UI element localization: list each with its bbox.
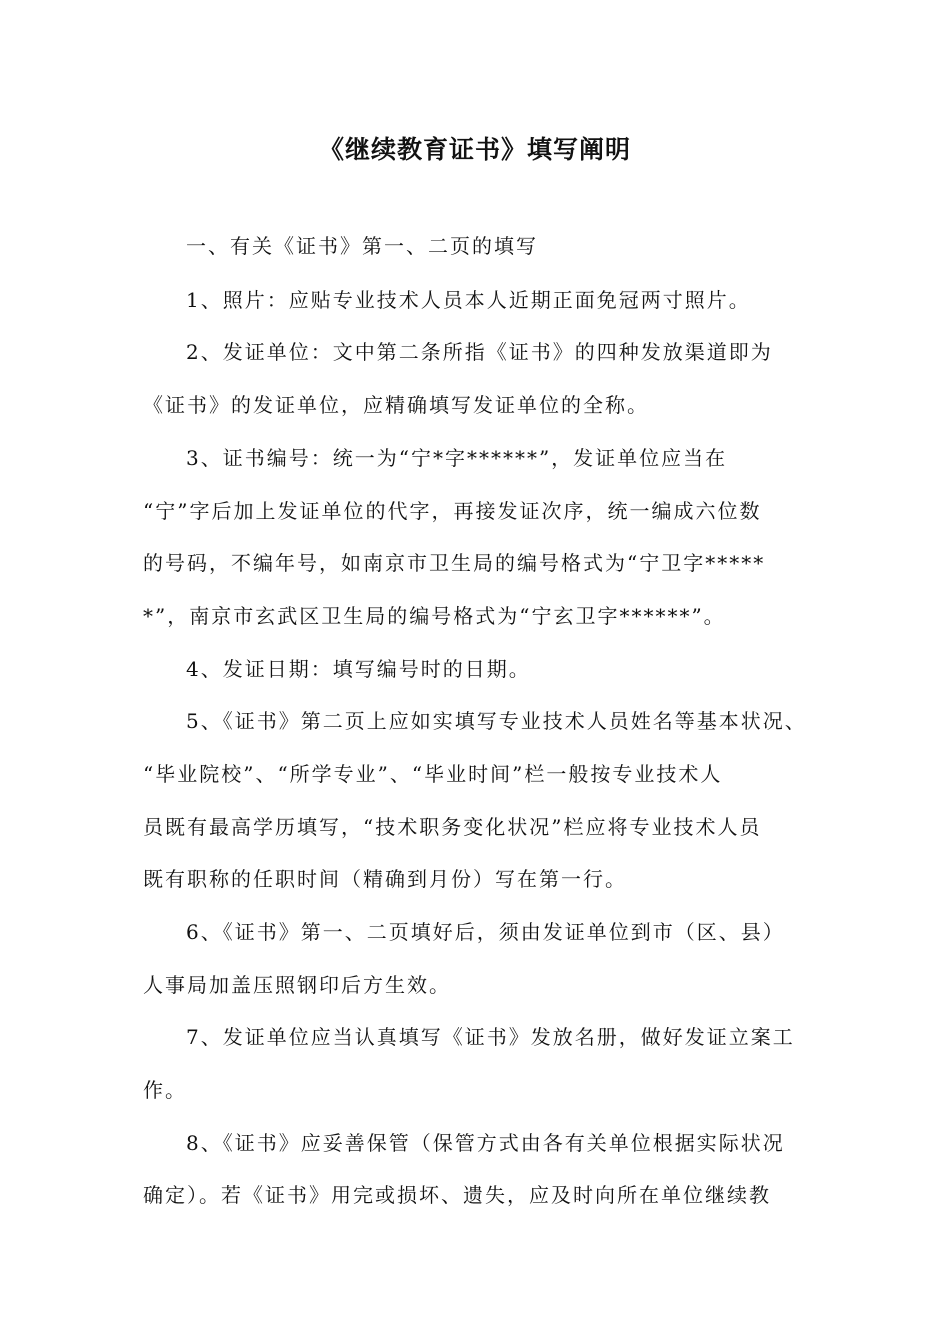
paragraph-line: 6、《证书》第一、二页填好后，须由发证单位到市（区、县）: [186, 920, 785, 944]
paragraph-line: 4、发证日期：填写编号时的日期。: [186, 657, 531, 681]
paragraph-line: 作。: [143, 1078, 187, 1102]
paragraph-line: 1、照片：应贴专业技术人员本人近期正面免冠两寸照片。: [186, 288, 751, 312]
paragraph-line: *”，南京市玄武区卫生局的编号格式为“宁玄卫字******”。: [143, 604, 726, 628]
paragraph-line: 3、证书编号：统一为“宁*字******”，发证单位应当在: [186, 446, 728, 470]
paragraph-line: 确定）。若《证书》用完或损坏、遗失，应及时向所在单位继续教: [143, 1183, 771, 1207]
paragraph-line: “宁”字后加上发证单位的代字，再接发证次序，统一编成六位数: [143, 499, 762, 523]
paragraph-line: “毕业院校”、“所学专业”、“毕业时间”栏一般按专业技术人: [143, 762, 723, 786]
paragraph-line: 的号码，不编年号，如南京市卫生局的编号格式为“宁卫字*****: [143, 551, 766, 575]
paragraph-line: 既有职称的任职时间（精确到月份）写在第一行。: [143, 867, 627, 891]
paragraph-line: 2、发证单位：文中第二条所指《证书》的四种发放渠道即为: [186, 340, 773, 364]
paragraph-line: 5、《证书》第二页上应如实填写专业技术人员姓名等基本状况、: [186, 709, 807, 733]
paragraph-line: 7、发证单位应当认真填写《证书》发放名册，做好发证立案工: [186, 1025, 795, 1049]
paragraph-line: 人事局加盖压照钢印后方生效。: [143, 973, 451, 997]
section-heading-1: 一、有关《证书》第一、二页的填写: [186, 234, 538, 258]
paragraph-line: 员既有最高学历填写，“技术职务变化状况”栏应将专业技术人员: [143, 815, 762, 839]
paragraph-line: 《证书》的发证单位，应精确填写发证单位的全称。: [143, 393, 649, 417]
document-title: 《继续教育证书》填写阐明: [318, 135, 631, 164]
paragraph-line: 8、《证书》应妥善保管（保管方式由各有关单位根据实际状况: [186, 1131, 785, 1155]
